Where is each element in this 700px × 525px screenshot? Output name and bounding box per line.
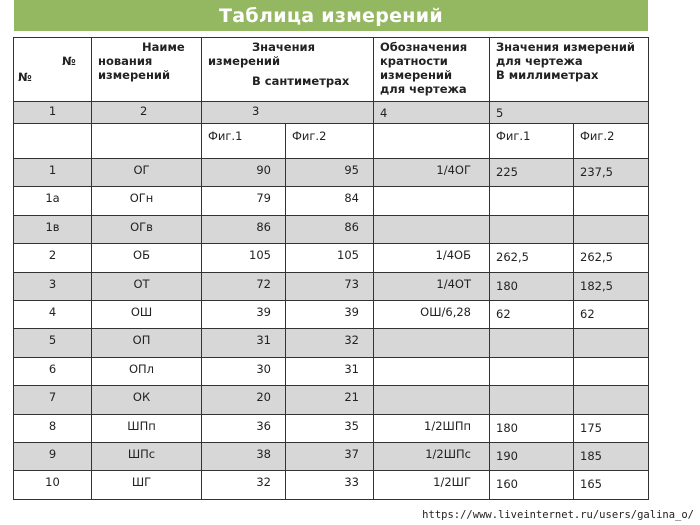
cell-fig1-cm: 36 bbox=[202, 414, 286, 442]
cell-mark bbox=[374, 215, 490, 243]
cell-no: 2 bbox=[14, 244, 92, 272]
table-row bbox=[14, 386, 649, 414]
cell-fig1-mm: 160 bbox=[490, 471, 574, 499]
cell-no: 1в bbox=[14, 215, 92, 243]
col-number-2: 2 bbox=[92, 102, 202, 124]
cell-fig1-mm: 180 bbox=[490, 272, 574, 300]
cell-fig2-cm: 37 bbox=[286, 442, 374, 470]
header-name bbox=[92, 38, 202, 102]
cell-name: ШПп bbox=[92, 414, 202, 442]
cell-fig2-mm: 182,5 bbox=[574, 272, 649, 300]
header-values-mm bbox=[490, 38, 649, 102]
header-values-line1: Значения bbox=[252, 40, 315, 54]
cell-fig1-cm: 30 bbox=[202, 357, 286, 385]
cell-name: ШПс bbox=[92, 442, 202, 470]
cell-no: 7 bbox=[14, 386, 92, 414]
table-row bbox=[14, 272, 649, 300]
cell-no: 8 bbox=[14, 414, 92, 442]
cell-fig1-mm bbox=[490, 386, 574, 414]
cell-no: 4 bbox=[14, 300, 92, 328]
cell-fig2-mm bbox=[574, 329, 649, 357]
cell-mark: 1/2ШПп bbox=[374, 414, 490, 442]
header-marks-line3: измерений bbox=[380, 68, 453, 82]
header-name-line3: измерений bbox=[98, 68, 171, 82]
cell-mark: 1/4ОТ bbox=[374, 272, 490, 300]
cell-fig2-mm bbox=[574, 357, 649, 385]
cell-mark: 1/2ШПс bbox=[374, 442, 490, 470]
table-row bbox=[14, 442, 649, 470]
cell-no: 9 bbox=[14, 442, 92, 470]
subheader-empty-1 bbox=[14, 124, 92, 159]
header-no bbox=[14, 38, 92, 102]
cell-fig1-mm: 262,5 bbox=[490, 244, 574, 272]
cell-fig1-cm: 72 bbox=[202, 272, 286, 300]
cell-fig1-mm bbox=[490, 329, 574, 357]
cell-name: ОБ bbox=[92, 244, 202, 272]
cell-fig1-cm: 39 bbox=[202, 300, 286, 328]
cell-fig2-cm: 73 bbox=[286, 272, 374, 300]
data-rows bbox=[14, 159, 649, 500]
cell-name: ОШ bbox=[92, 300, 202, 328]
cell-no: 5 bbox=[14, 329, 92, 357]
cell-name: ОГн bbox=[92, 187, 202, 215]
header-no-bottom: № bbox=[18, 70, 32, 84]
table-row bbox=[14, 471, 649, 499]
header-mm-line2: для чертежа bbox=[496, 54, 583, 68]
cell-fig1-cm: 31 bbox=[202, 329, 286, 357]
cell-fig2-mm bbox=[574, 386, 649, 414]
col-number-5: 5 bbox=[490, 102, 649, 124]
header-row bbox=[14, 38, 649, 102]
cell-fig2-mm: 175 bbox=[574, 414, 649, 442]
footer-url: https://www.liveinternet.ru/users/galina_o/ bbox=[422, 509, 694, 521]
cell-fig2-cm: 86 bbox=[286, 215, 374, 243]
column-number-row bbox=[14, 102, 649, 124]
cell-no: 1 bbox=[14, 159, 92, 187]
table-row bbox=[14, 215, 649, 243]
cell-name: ОП bbox=[92, 329, 202, 357]
header-marks-line2: кратности bbox=[380, 54, 448, 68]
cell-fig2-cm: 35 bbox=[286, 414, 374, 442]
subheader-fig2-mm: Фиг.2 bbox=[574, 124, 649, 159]
cell-fig1-cm: 86 bbox=[202, 215, 286, 243]
cell-fig1-cm: 20 bbox=[202, 386, 286, 414]
cell-fig2-cm: 39 bbox=[286, 300, 374, 328]
header-mm-line1: Значения измерений bbox=[496, 40, 635, 54]
subheader-empty-5 bbox=[374, 124, 490, 159]
cell-fig1-cm: 90 bbox=[202, 159, 286, 187]
table-row bbox=[14, 300, 649, 328]
subheader-row bbox=[14, 124, 649, 159]
cell-fig2-mm: 185 bbox=[574, 442, 649, 470]
cell-fig2-cm: 105 bbox=[286, 244, 374, 272]
table-row bbox=[14, 329, 649, 357]
cell-mark: 1/4ОГ bbox=[374, 159, 490, 187]
cell-fig1-cm: 105 bbox=[202, 244, 286, 272]
cell-name: ОГв bbox=[92, 215, 202, 243]
subheader-fig1-mm: Фиг.1 bbox=[490, 124, 574, 159]
cell-name: ОТ bbox=[92, 272, 202, 300]
cell-no: 10 bbox=[14, 471, 92, 499]
cell-fig1-mm bbox=[490, 187, 574, 215]
table-row bbox=[14, 357, 649, 385]
cell-fig2-cm: 31 bbox=[286, 357, 374, 385]
col-number-4: 4 bbox=[374, 102, 490, 124]
col-number-3: 3 bbox=[202, 102, 374, 124]
subheader-fig1-cm: Фиг.1 bbox=[202, 124, 286, 159]
cell-mark bbox=[374, 329, 490, 357]
header-marks-line1: Обозначения bbox=[380, 40, 468, 54]
col-number-1: 1 bbox=[14, 102, 92, 124]
cell-mark bbox=[374, 187, 490, 215]
cell-fig2-cm: 33 bbox=[286, 471, 374, 499]
cell-fig2-cm: 95 bbox=[286, 159, 374, 187]
cell-fig2-cm: 21 bbox=[286, 386, 374, 414]
header-values-cm bbox=[202, 38, 374, 102]
cell-name: ОК bbox=[92, 386, 202, 414]
table-row bbox=[14, 187, 649, 215]
cell-fig1-mm: 190 bbox=[490, 442, 574, 470]
cell-no: 1а bbox=[14, 187, 92, 215]
cell-mark bbox=[374, 357, 490, 385]
cell-name: ОПл bbox=[92, 357, 202, 385]
cell-mark: ОШ/6,28 bbox=[374, 300, 490, 328]
table-row bbox=[14, 414, 649, 442]
header-name-line2: нования bbox=[98, 54, 153, 68]
cell-no: 3 bbox=[14, 272, 92, 300]
header-marks bbox=[374, 38, 490, 102]
cell-name: ШГ bbox=[92, 471, 202, 499]
cell-fig2-mm bbox=[574, 215, 649, 243]
table-row bbox=[14, 159, 649, 187]
cell-fig1-cm: 38 bbox=[202, 442, 286, 470]
measurements-table bbox=[13, 37, 649, 500]
cell-fig1-cm: 32 bbox=[202, 471, 286, 499]
subheader-empty-2 bbox=[92, 124, 202, 159]
cell-fig1-cm: 79 bbox=[202, 187, 286, 215]
cell-fig2-cm: 84 bbox=[286, 187, 374, 215]
table-row bbox=[14, 244, 649, 272]
page-title: Таблица измерений bbox=[14, 0, 648, 31]
cell-fig2-mm: 262,5 bbox=[574, 244, 649, 272]
subheader-fig2-cm: Фиг.2 bbox=[286, 124, 374, 159]
cell-mark: 1/2ШГ bbox=[374, 471, 490, 499]
cell-fig1-mm: 62 bbox=[490, 300, 574, 328]
cell-fig1-mm: 225 bbox=[490, 159, 574, 187]
cell-fig1-mm bbox=[490, 215, 574, 243]
cell-fig2-mm: 165 bbox=[574, 471, 649, 499]
cell-fig1-mm bbox=[490, 357, 574, 385]
cell-fig2-mm: 62 bbox=[574, 300, 649, 328]
cell-fig2-mm: 237,5 bbox=[574, 159, 649, 187]
header-no-top: № bbox=[62, 54, 76, 68]
cell-mark: 1/4ОБ bbox=[374, 244, 490, 272]
cell-no: 6 bbox=[14, 357, 92, 385]
cell-fig2-mm bbox=[574, 187, 649, 215]
cell-fig1-mm: 180 bbox=[490, 414, 574, 442]
header-values-line4: В сантиметрах bbox=[252, 74, 350, 88]
cell-mark bbox=[374, 386, 490, 414]
header-marks-line4: для чертежа bbox=[380, 82, 467, 96]
header-name-line1: Наиме bbox=[142, 40, 185, 54]
header-values-line2: измерений bbox=[208, 54, 281, 68]
cell-name: ОГ bbox=[92, 159, 202, 187]
header-mm-line3: В миллиметрах bbox=[496, 68, 599, 82]
cell-fig2-cm: 32 bbox=[286, 329, 374, 357]
